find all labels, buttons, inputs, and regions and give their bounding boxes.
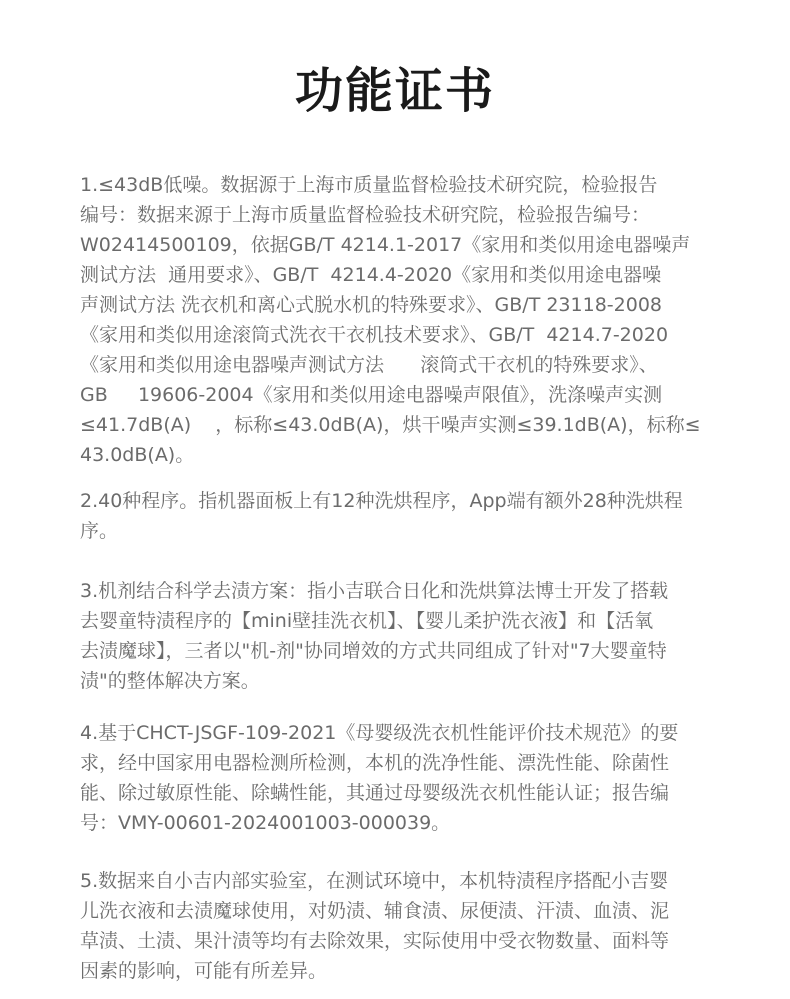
text-line: 2.40种程序。指机器面板上有12种洗烘程序，App端有额外28种洗烘程 xyxy=(80,490,683,512)
page-title: 功能证书 xyxy=(294,63,495,119)
text-line: 去渍魔球】，三者以"机-剂"协同增效的方式共同组成了针对"7大婴童特 xyxy=(80,640,667,662)
text-line: 去婴童特渍程序的【mini壁挂洗衣机】、【婴儿柔护洗衣液】和【活氧 xyxy=(80,610,654,632)
text-line: 序。 xyxy=(80,520,119,542)
text-line: 儿洗衣液和去渍魔球使用，对奶渍、辅食渍、尿便渍、汗渍、血渍、泥 xyxy=(80,900,670,922)
text-line: 5.数据来自小吉内部实验室，在测试环境中，本机特渍程序搭配小吉婴 xyxy=(80,870,669,892)
text-line: GB 19606-2004《家用和类似用途电器噪声限值》，洗涤噪声实测 xyxy=(80,384,663,406)
text-line: 4.基于CHCT-JSGF-109-2021《母婴级洗衣机性能评价技术规范》的要 xyxy=(80,722,679,744)
text-line: 43.0dB(A)。 xyxy=(80,444,195,466)
text-line: 号：VMY-00601-2024001003-000039。 xyxy=(80,812,451,834)
text-line: ≤41.7dB(A) ，标称≤43.0dB(A)，烘干噪声实测≤39.1dB(A)，标称≤ xyxy=(80,414,701,436)
text-line: 《家用和类似用途滚筒式洗衣干衣机技术要求》、GB/T 4214.7-2020 xyxy=(80,324,669,346)
text-line: 因素的影响，可能有所差异。 xyxy=(80,960,328,982)
text-line: W02414500109，依据GB/T 4214.1-2017《家用和类似用途电器噪声 xyxy=(80,234,691,256)
section-2-programs xyxy=(80,486,720,546)
text-line: 渍"的整体解决方案。 xyxy=(80,670,260,692)
text-line: 测试方法 通用要求》、GB/T 4214.4-2020《家用和类似用途电器噪 xyxy=(80,264,662,286)
text-line: 求，经中国家用电器检测所检测，本机的洗净性能、漂洗性能、除菌性 xyxy=(80,752,670,774)
section-3-stain-solution xyxy=(80,576,720,696)
text-line: 草渍、土渍、果汁渍等均有去除效果，实际使用中受衣物数量、面料等 xyxy=(80,930,670,952)
text-line: 编号：数据来源于上海市质量监督检验技术研究院，检验报告编号： xyxy=(80,204,651,226)
text-line: 3.机剂结合科学去渍方案：指小吉联合日化和洗烘算法博士开发了搭载 xyxy=(80,580,669,602)
section-4-certification xyxy=(80,718,720,838)
text-line: 1.≤43dB低噪。数据源于上海市质量监督检验技术研究院，检验报告 xyxy=(80,174,658,196)
section-5-lab-data xyxy=(80,866,720,986)
section-1-noise xyxy=(80,170,720,470)
text-line: 声测试方法 洗衣机和离心式脱水机的特殊要求》、GB/T 23118-2008 xyxy=(80,294,662,316)
text-line: 《家用和类似用途电器噪声测试方法 滚筒式干衣机的特殊要求》、 xyxy=(80,354,658,376)
text-line: 能、除过敏原性能、除螨性能，其通过母婴级洗衣机性能认证；报告编 xyxy=(80,782,670,804)
